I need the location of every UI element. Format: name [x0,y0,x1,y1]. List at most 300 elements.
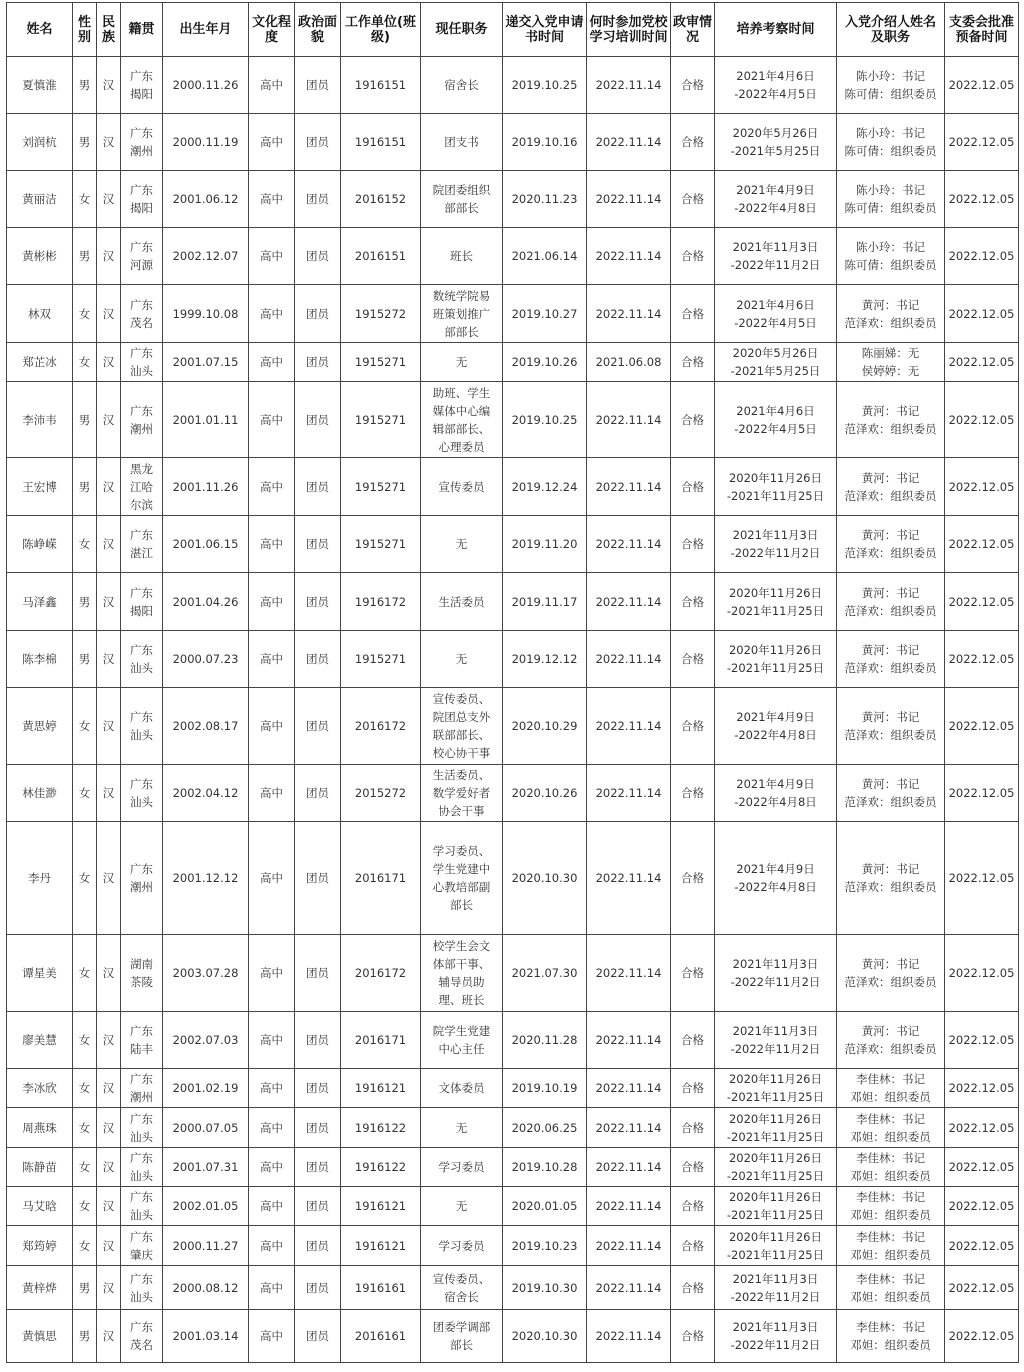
cell-education: 高中 [249,1012,295,1069]
cell-party-school-date: 2022.11.14 [587,285,671,343]
cell-birth-date: 2000.07.23 [163,631,249,688]
cell-approval-date: 2022.12.05 [945,822,1019,935]
cell-birth-date: 2000.11.27 [163,1226,249,1266]
cell-gender: 女 [73,688,97,765]
cell-training-period: 2020年5月26日 -2021年5月25日 [715,114,837,171]
cell-political-status: 团员 [295,285,341,343]
cell-education: 高中 [249,688,295,765]
cell-political-status: 团员 [295,382,341,458]
cell-political-review: 合格 [671,114,715,171]
cell-current-position: 班长 [421,228,503,285]
cell-name: 马艾晗 [7,1187,73,1226]
cell-political-review: 合格 [671,343,715,382]
cell-approval-date: 2022.12.05 [945,573,1019,631]
cell-work-unit: 2016151 [341,228,421,285]
cell-education: 高中 [249,382,295,458]
cell-gender: 女 [73,285,97,343]
cell-political-review: 合格 [671,1226,715,1266]
cell-native-place: 广东 肇庆 [121,1226,163,1266]
cell-ethnicity: 汉 [97,57,121,114]
cell-political-status: 团员 [295,631,341,688]
table-row [7,1187,1019,1226]
cell-gender: 女 [73,935,97,1012]
table-row [7,285,1019,343]
cell-introducers: 黄河：书记 范泽欢：组织委员 [837,935,945,1012]
cell-work-unit: 1915271 [341,458,421,516]
cell-work-unit: 1915271 [341,516,421,573]
cell-training-period: 2020年11月26日 -2021年11月25日 [715,573,837,631]
cell-ethnicity: 汉 [97,1310,121,1363]
table-row [7,1310,1019,1363]
cell-training-period: 2020年11月26日 -2021年11月25日 [715,631,837,688]
cell-introducers: 李佳林：书记 邓妲：组织委员 [837,1108,945,1148]
cell-birth-date: 2002.08.17 [163,688,249,765]
cell-application-date: 2020.10.29 [503,688,587,765]
cell-name: 陈峥嵘 [7,516,73,573]
cell-party-school-date: 2022.11.14 [587,228,671,285]
table-row [7,1148,1019,1187]
cell-ethnicity: 汉 [97,688,121,765]
cell-name: 郑筠婷 [7,1226,73,1266]
table-row [7,1226,1019,1266]
cell-work-unit: 1916122 [341,1148,421,1187]
header-application-date: 递交入党申请书时间 [503,3,587,57]
cell-education: 高中 [249,1226,295,1266]
cell-training-period: 2021年11月3日 -2022年11月2日 [715,1012,837,1069]
cell-introducers: 李佳林：书记 邓妲：组织委员 [837,1187,945,1226]
cell-training-period: 2020年11月26日 -2021年11月25日 [715,1187,837,1226]
cell-introducers: 陈小玲：书记 陈可倩：组织委员 [837,171,945,228]
cell-current-position: 宣传委员、 院团总支外 联部部长、 校心协干事 [421,688,503,765]
cell-work-unit: 1915271 [341,631,421,688]
cell-political-status: 团员 [295,688,341,765]
table-row [7,516,1019,573]
cell-current-position: 学习委员 [421,1226,503,1266]
cell-birth-date: 2001.06.12 [163,171,249,228]
cell-introducers: 黄河：书记 范泽欢：组织委员 [837,516,945,573]
cell-education: 高中 [249,765,295,822]
cell-political-review: 合格 [671,228,715,285]
cell-gender: 男 [73,57,97,114]
cell-name: 李沛韦 [7,382,73,458]
cell-name: 陈李棉 [7,631,73,688]
cell-party-school-date: 2022.11.14 [587,631,671,688]
cell-current-position: 学习委员 [421,1148,503,1187]
cell-approval-date: 2022.12.05 [945,1310,1019,1363]
table-row [7,765,1019,822]
cell-approval-date: 2022.12.05 [945,171,1019,228]
table-row [7,1069,1019,1108]
cell-education: 高中 [249,114,295,171]
cell-political-review: 合格 [671,57,715,114]
cell-native-place: 广东 汕头 [121,631,163,688]
cell-party-school-date: 2022.11.14 [587,573,671,631]
cell-introducers: 陈小玲：书记 陈可倩：组织委员 [837,228,945,285]
cell-introducers: 黄河：书记 范泽欢：组织委员 [837,688,945,765]
cell-name: 黄丽洁 [7,171,73,228]
cell-education: 高中 [249,458,295,516]
cell-ethnicity: 汉 [97,1069,121,1108]
cell-approval-date: 2022.12.05 [945,1012,1019,1069]
cell-native-place: 广东 茂名 [121,285,163,343]
cell-party-school-date: 2022.11.14 [587,171,671,228]
cell-gender: 男 [73,631,97,688]
table-row [7,935,1019,1012]
cell-approval-date: 2022.12.05 [945,1266,1019,1310]
table-row [7,343,1019,382]
cell-ethnicity: 汉 [97,228,121,285]
cell-work-unit: 2016172 [341,935,421,1012]
cell-name: 黄慎思 [7,1310,73,1363]
cell-native-place: 广东 潮州 [121,382,163,458]
cell-gender: 女 [73,1148,97,1187]
cell-political-review: 合格 [671,688,715,765]
cell-birth-date: 2002.01.05 [163,1187,249,1226]
cell-name: 刘润杭 [7,114,73,171]
cell-introducers: 陈小玲：书记 陈可倩：组织委员 [837,114,945,171]
cell-party-school-date: 2022.11.14 [587,935,671,1012]
cell-party-school-date: 2022.11.14 [587,114,671,171]
cell-training-period: 2021年11月3日 -2022年11月2日 [715,935,837,1012]
cell-political-status: 团员 [295,765,341,822]
cell-education: 高中 [249,631,295,688]
cell-application-date: 2019.10.28 [503,1148,587,1187]
candidate-table [6,2,1019,1363]
cell-gender: 男 [73,114,97,171]
header-gender: 性别 [73,3,97,57]
cell-birth-date: 2001.06.15 [163,516,249,573]
cell-application-date: 2019.11.20 [503,516,587,573]
cell-birth-date: 2001.01.11 [163,382,249,458]
cell-ethnicity: 汉 [97,1148,121,1187]
table-row [7,822,1019,935]
cell-training-period: 2021年4月9日 -2022年4月8日 [715,822,837,935]
cell-name: 周燕珠 [7,1108,73,1148]
cell-education: 高中 [249,573,295,631]
cell-work-unit: 2015272 [341,765,421,822]
cell-current-position: 无 [421,343,503,382]
cell-introducers: 黄河：书记 范泽欢：组织委员 [837,631,945,688]
cell-native-place: 广东 汕头 [121,1108,163,1148]
cell-political-review: 合格 [671,1069,715,1108]
cell-ethnicity: 汉 [97,935,121,1012]
cell-name: 王宏博 [7,458,73,516]
cell-political-review: 合格 [671,631,715,688]
cell-work-unit: 1916151 [341,114,421,171]
cell-name: 廖美慧 [7,1012,73,1069]
cell-introducers: 李佳林：书记 邓妲：组织委员 [837,1266,945,1310]
table-row [7,1108,1019,1148]
cell-party-school-date: 2022.11.14 [587,1226,671,1266]
cell-current-position: 生活委员 [421,573,503,631]
cell-ethnicity: 汉 [97,1012,121,1069]
cell-gender: 男 [73,1266,97,1310]
cell-political-status: 团员 [295,1187,341,1226]
cell-gender: 女 [73,1226,97,1266]
cell-party-school-date: 2022.11.14 [587,1108,671,1148]
cell-application-date: 2020.01.05 [503,1187,587,1226]
cell-political-review: 合格 [671,765,715,822]
cell-education: 高中 [249,171,295,228]
cell-work-unit: 2016161 [341,1310,421,1363]
cell-name: 黄思婷 [7,688,73,765]
cell-application-date: 2019.12.24 [503,458,587,516]
cell-gender: 女 [73,1108,97,1148]
cell-political-status: 团员 [295,1226,341,1266]
cell-ethnicity: 汉 [97,1108,121,1148]
cell-name: 林双 [7,285,73,343]
header-current-position: 现任职务 [421,3,503,57]
cell-party-school-date: 2022.11.14 [587,1310,671,1363]
cell-training-period: 2021年4月9日 -2022年4月8日 [715,688,837,765]
cell-political-review: 合格 [671,822,715,935]
cell-political-status: 团员 [295,228,341,285]
cell-birth-date: 1999.10.08 [163,285,249,343]
cell-work-unit: 1916121 [341,1069,421,1108]
header-ethnicity: 民族 [97,3,121,57]
cell-birth-date: 2000.08.12 [163,1266,249,1310]
cell-ethnicity: 汉 [97,516,121,573]
cell-political-status: 团员 [295,458,341,516]
cell-political-status: 团员 [295,1108,341,1148]
cell-approval-date: 2022.12.05 [945,1108,1019,1148]
cell-political-review: 合格 [671,458,715,516]
table-row [7,57,1019,114]
cell-gender: 男 [73,458,97,516]
cell-ethnicity: 汉 [97,285,121,343]
cell-birth-date: 2001.04.26 [163,573,249,631]
cell-current-position: 团委学调部 部长 [421,1310,503,1363]
cell-political-review: 合格 [671,1108,715,1148]
cell-current-position: 宿舍长 [421,57,503,114]
cell-name: 李丹 [7,822,73,935]
cell-current-position: 无 [421,1187,503,1226]
cell-training-period: 2021年4月6日 -2022年4月5日 [715,285,837,343]
cell-current-position: 宣传委员 [421,458,503,516]
cell-native-place: 广东 潮州 [121,1069,163,1108]
cell-birth-date: 2002.04.12 [163,765,249,822]
cell-party-school-date: 2022.11.14 [587,1012,671,1069]
cell-native-place: 黑龙 江哈 尔滨 [121,458,163,516]
cell-political-status: 团员 [295,114,341,171]
header-approval-date: 支委会批准预备时间 [945,3,1019,57]
cell-application-date: 2019.10.19 [503,1069,587,1108]
cell-birth-date: 2001.11.26 [163,458,249,516]
table-row [7,382,1019,458]
header-name: 姓名 [7,3,73,57]
cell-political-review: 合格 [671,935,715,1012]
cell-political-review: 合格 [671,1148,715,1187]
cell-introducers: 黄河：书记 范泽欢：组织委员 [837,573,945,631]
table-row [7,631,1019,688]
cell-work-unit: 2016171 [341,1012,421,1069]
cell-ethnicity: 汉 [97,114,121,171]
table-row [7,1266,1019,1310]
cell-introducers: 陈丽娣：无 侯婷婷：无 [837,343,945,382]
cell-training-period: 2021年11月3日 -2022年11月2日 [715,1310,837,1363]
cell-native-place: 湖南 茶陵 [121,935,163,1012]
cell-native-place: 广东 汕头 [121,765,163,822]
cell-name: 李冰欣 [7,1069,73,1108]
cell-introducers: 李佳林：书记 邓妲：组织委员 [837,1148,945,1187]
cell-native-place: 广东 潮州 [121,114,163,171]
cell-approval-date: 2022.12.05 [945,688,1019,765]
cell-native-place: 广东 汕头 [121,1187,163,1226]
cell-birth-date: 2000.11.19 [163,114,249,171]
cell-work-unit: 1916121 [341,1187,421,1226]
cell-gender: 女 [73,516,97,573]
cell-political-review: 合格 [671,1187,715,1226]
cell-birth-date: 2001.03.14 [163,1310,249,1363]
cell-party-school-date: 2022.11.14 [587,382,671,458]
cell-training-period: 2020年11月26日 -2021年11月25日 [715,1226,837,1266]
table-row [7,228,1019,285]
cell-education: 高中 [249,516,295,573]
cell-approval-date: 2022.12.05 [945,935,1019,1012]
cell-party-school-date: 2022.11.14 [587,1266,671,1310]
cell-political-status: 团员 [295,516,341,573]
cell-political-status: 团员 [295,171,341,228]
cell-work-unit: 2016171 [341,822,421,935]
cell-training-period: 2021年4月9日 -2022年4月8日 [715,765,837,822]
cell-introducers: 黄河：书记 范泽欢：组织委员 [837,1012,945,1069]
cell-current-position: 院学生党建 中心主任 [421,1012,503,1069]
table-row [7,114,1019,171]
header-party-school-date: 何时参加党校学习培训时间 [587,3,671,57]
cell-gender: 女 [73,343,97,382]
cell-ethnicity: 汉 [97,458,121,516]
cell-gender: 男 [73,1310,97,1363]
cell-party-school-date: 2022.11.14 [587,1069,671,1108]
cell-political-review: 合格 [671,171,715,228]
cell-application-date: 2020.10.26 [503,765,587,822]
cell-application-date: 2019.11.17 [503,573,587,631]
cell-native-place: 广东 揭阳 [121,57,163,114]
cell-education: 高中 [249,1069,295,1108]
cell-application-date: 2019.10.26 [503,343,587,382]
cell-education: 高中 [249,1108,295,1148]
cell-birth-date: 2001.12.12 [163,822,249,935]
header-political-review: 政审情况 [671,3,715,57]
cell-application-date: 2020.10.30 [503,1310,587,1363]
cell-education: 高中 [249,57,295,114]
cell-education: 高中 [249,1148,295,1187]
cell-name: 黄梓烨 [7,1266,73,1310]
cell-political-status: 团员 [295,935,341,1012]
cell-approval-date: 2022.12.05 [945,631,1019,688]
cell-name: 郑芷冰 [7,343,73,382]
cell-introducers: 陈小玲：书记 陈可倩：组织委员 [837,57,945,114]
header-row [7,3,1019,57]
cell-birth-date: 2002.12.07 [163,228,249,285]
cell-gender: 女 [73,765,97,822]
table-body [7,57,1019,1363]
header-education: 文化程度 [249,3,295,57]
header-political-status: 政治面貌 [295,3,341,57]
cell-education: 高中 [249,935,295,1012]
header-work-unit: 工作单位(班级) [341,3,421,57]
cell-gender: 女 [73,822,97,935]
cell-work-unit: 2016172 [341,688,421,765]
cell-birth-date: 2003.07.28 [163,935,249,1012]
cell-birth-date: 2002.07.03 [163,1012,249,1069]
cell-party-school-date: 2022.11.14 [587,458,671,516]
cell-ethnicity: 汉 [97,382,121,458]
cell-gender: 女 [73,171,97,228]
cell-current-position: 助班、学生 媒体中心编 辑部部长、 心理委员 [421,382,503,458]
cell-education: 高中 [249,343,295,382]
cell-application-date: 2019.10.25 [503,382,587,458]
cell-political-status: 团员 [295,1310,341,1363]
cell-introducers: 李佳林：书记 邓妲：组织委员 [837,1069,945,1108]
header-native-place: 籍贯 [121,3,163,57]
cell-party-school-date: 2022.11.14 [587,516,671,573]
cell-training-period: 2021年4月6日 -2022年4月5日 [715,57,837,114]
cell-application-date: 2021.07.30 [503,935,587,1012]
cell-approval-date: 2022.12.05 [945,516,1019,573]
cell-approval-date: 2022.12.05 [945,343,1019,382]
cell-political-status: 团员 [295,343,341,382]
cell-approval-date: 2022.12.05 [945,765,1019,822]
cell-native-place: 广东 河源 [121,228,163,285]
cell-training-period: 2021年4月6日 -2022年4月5日 [715,382,837,458]
cell-current-position: 学习委员、 学生党建中 心教培部副 部长 [421,822,503,935]
table-row [7,1012,1019,1069]
cell-name: 林佳渺 [7,765,73,822]
cell-party-school-date: 2022.11.14 [587,1148,671,1187]
cell-ethnicity: 汉 [97,343,121,382]
cell-current-position: 校学生会文 体部干事、 辅导员助 理、班长 [421,935,503,1012]
cell-ethnicity: 汉 [97,631,121,688]
cell-party-school-date: 2022.11.14 [587,1187,671,1226]
cell-approval-date: 2022.12.05 [945,114,1019,171]
cell-education: 高中 [249,1310,295,1363]
cell-political-review: 合格 [671,285,715,343]
cell-native-place: 广东 茂名 [121,1310,163,1363]
cell-political-status: 团员 [295,1266,341,1310]
cell-ethnicity: 汉 [97,765,121,822]
cell-birth-date: 2000.07.05 [163,1108,249,1148]
cell-birth-date: 2000.11.26 [163,57,249,114]
cell-birth-date: 2001.07.31 [163,1148,249,1187]
cell-current-position: 数统学院易 班策划推广 部部长 [421,285,503,343]
cell-education: 高中 [249,228,295,285]
cell-party-school-date: 2022.11.14 [587,765,671,822]
cell-work-unit: 2016152 [341,171,421,228]
cell-name: 夏慎淮 [7,57,73,114]
cell-education: 高中 [249,1187,295,1226]
cell-training-period: 2021年11月3日 -2022年11月2日 [715,1266,837,1310]
cell-introducers: 李佳林：书记 邓妲：组织委员 [837,1310,945,1363]
cell-ethnicity: 汉 [97,171,121,228]
cell-application-date: 2020.11.23 [503,171,587,228]
cell-ethnicity: 汉 [97,1266,121,1310]
header-introducers: 入党介绍人姓名及职务 [837,3,945,57]
cell-gender: 男 [73,228,97,285]
cell-application-date: 2019.10.27 [503,285,587,343]
cell-work-unit: 1916161 [341,1266,421,1310]
cell-ethnicity: 汉 [97,1187,121,1226]
cell-work-unit: 1916151 [341,57,421,114]
cell-application-date: 2020.11.28 [503,1012,587,1069]
cell-approval-date: 2022.12.05 [945,228,1019,285]
cell-ethnicity: 汉 [97,573,121,631]
cell-native-place: 广东 陆丰 [121,1012,163,1069]
table-row [7,573,1019,631]
cell-introducers: 李佳林：书记 邓妲：组织委员 [837,1226,945,1266]
cell-approval-date: 2022.12.05 [945,285,1019,343]
cell-gender: 男 [73,382,97,458]
